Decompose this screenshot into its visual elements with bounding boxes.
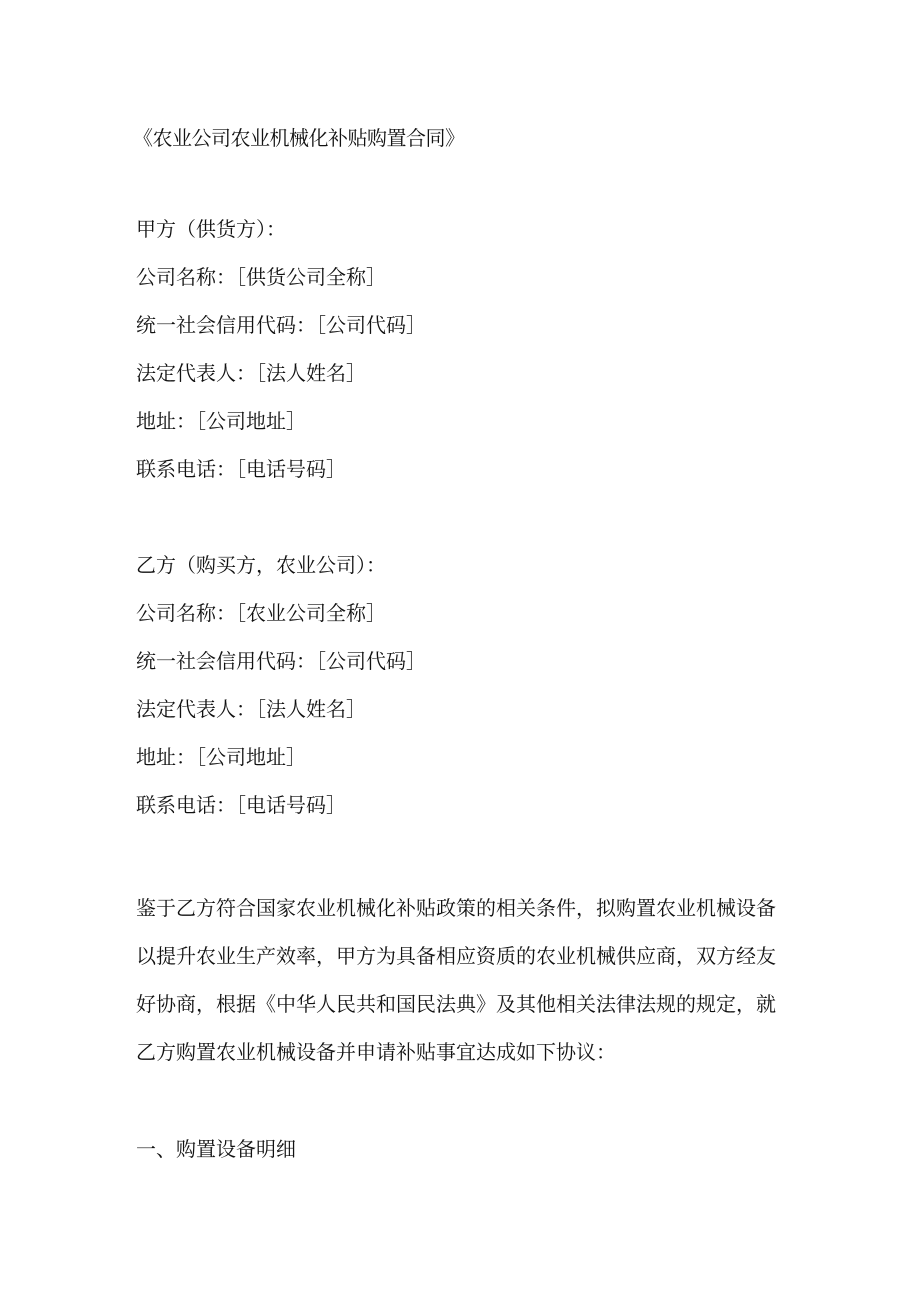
preamble-line: 鉴于乙方符合国家农业机械化补贴政策的相关条件，拟购置农业机械设备 <box>136 896 776 920</box>
preamble-line: 乙方购置农业机械设备并申请补贴事宜达成如下协议： <box>136 1040 616 1064</box>
party-b-legal-rep: 法定代表人：［法人姓名］ <box>136 697 366 721</box>
party-b-address: 地址：［公司地址］ <box>136 745 306 769</box>
party-b-credit-code: 统一社会信用代码：［公司代码］ <box>136 649 426 673</box>
party-b-heading: 乙方（购买方，农业公司）： <box>136 553 386 577</box>
party-a-heading: 甲方（供货方）： <box>136 217 286 241</box>
party-a-legal-rep: 法定代表人：［法人姓名］ <box>136 361 366 385</box>
party-a-address: 地址：［公司地址］ <box>136 409 306 433</box>
party-b-phone: 联系电话：［电话号码］ <box>136 793 346 817</box>
preamble-paragraph <box>136 884 786 1076</box>
party-a-company-name: 公司名称：［供货公司全称］ <box>136 265 386 289</box>
document-title: 《农业公司农业机械化补贴购置合同》 <box>133 126 465 150</box>
party-a-phone: 联系电话：［电话号码］ <box>136 457 346 481</box>
preamble-line: 好协商，根据《中华人民共和国民法典》及其他相关法律法规的规定，就 <box>136 992 776 1016</box>
section-heading: 一、购置设备明细 <box>136 1137 296 1161</box>
party-a-credit-code: 统一社会信用代码：［公司代码］ <box>136 313 426 337</box>
preamble-line: 以提升农业生产效率，甲方为具备相应资质的农业机械供应商，双方经友 <box>136 944 776 968</box>
party-b-company-name: 公司名称：［农业公司全称］ <box>136 601 386 625</box>
